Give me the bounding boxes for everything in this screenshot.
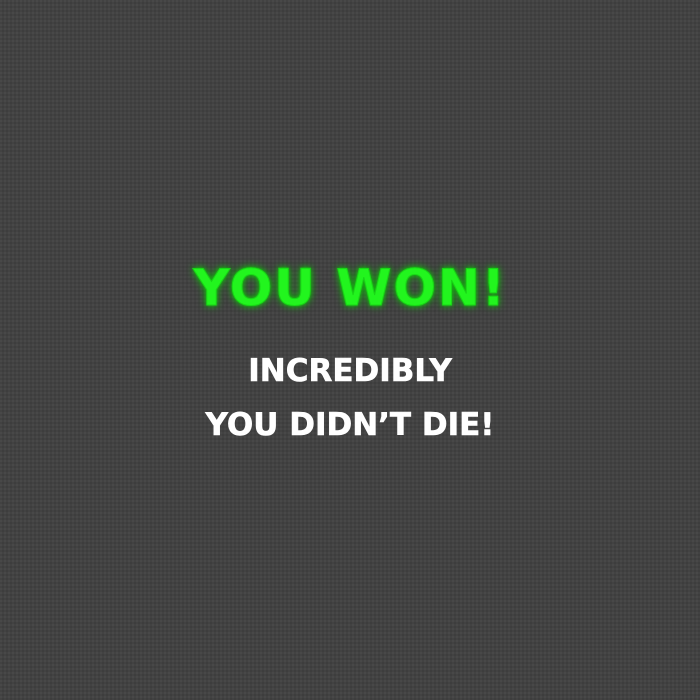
win-message-line-2: YOU DIDN’T DIE! xyxy=(205,407,495,443)
win-message-line-1: INCREDIBLY xyxy=(248,353,452,389)
win-headline: YOU WON! xyxy=(193,259,507,317)
